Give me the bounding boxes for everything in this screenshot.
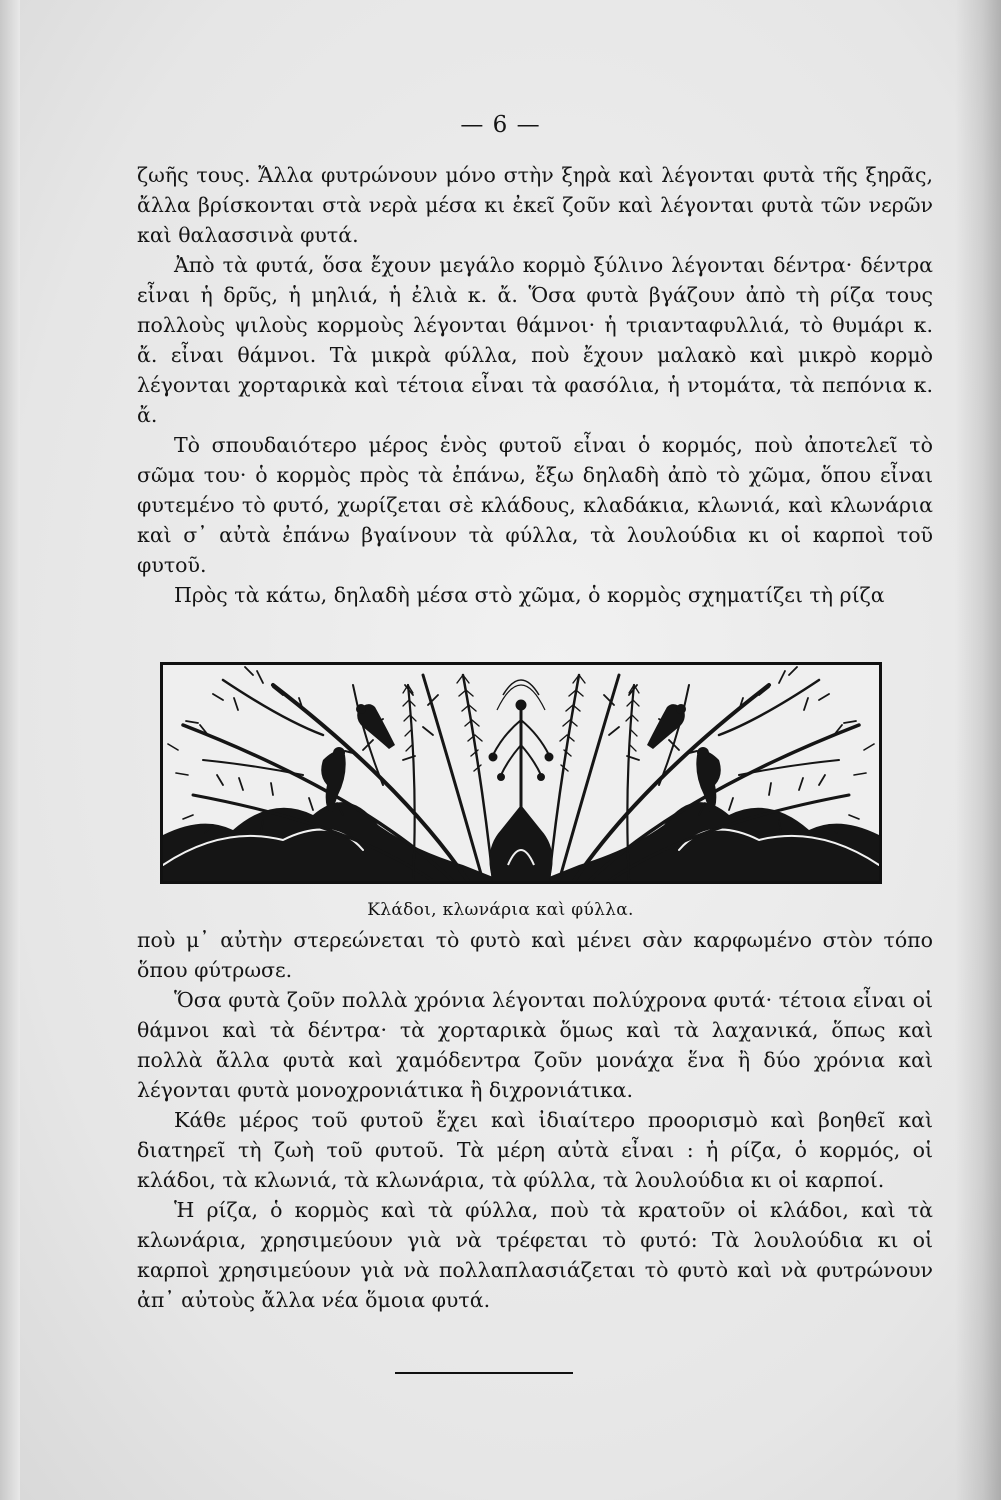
paragraph: Πρὸς τὰ κάτω, δηλαδὴ μέσα στὸ χῶμα, ὁ κορμὸς σχηματίζει τὴ ρίζα (174, 583, 885, 607)
woodcut-illustration (163, 665, 879, 881)
illustration-branches-birds (160, 662, 882, 884)
paragraph: Ἡ ρίζα, ὁ κορμὸς καὶ τὰ φύλλα, ποὺ τὰ κρατοῦν οἱ κλάδοι, καὶ τὰ κλωνάρια, χρησιμεύουν γιὰ νὰ τρέφεται τὸ φυτό: Τὰ λουλούδια κι οἱ καρποὶ χρησιμεύουν γιὰ νὰ πολλαπλασιάζεται τὸ φυτὸ καὶ νὰ φυτρώνουν ἀπ᾽ αὐτοὺς ἄλλα νέα ὅμοια φυτά. (137, 1198, 933, 1312)
paragraph: ζωῆς τους. Ἄλλα φυτρώνουν μόνο στὴν ξηρὰ καὶ λέγονται φυτὰ τῆς ξηρᾶς, ἄλλα βρίσκονται στὰ νερὰ μέσα κι ἐκεῖ ζοῦν καὶ λέγονται φυτὰ τῶν νερῶν καὶ θαλασσινὰ φυτά. (137, 163, 933, 247)
page-edge-shadow (955, 0, 1001, 1500)
paragraph: Ὅσα φυτὰ ζοῦν πολλὰ χρόνια λέγονται πολύχρονα φυτά· τέτοια εἶναι οἱ θάμνοι καὶ τὰ δέντρα· τὰ χορταρικὰ ὅμως καὶ τὰ λαχανικά, ὅπως καὶ πολλὰ ἄλλα φυτὰ καὶ χαμόδεντρα ζοῦν μονάχα ἕνα ἢ δύο χρόνια καὶ λέγονται φυτὰ μονοχρονιάτικα ἢ διχρονιάτικα. (137, 988, 933, 1102)
text-block-top (137, 160, 933, 610)
figure-caption: Κλάδοι, κλωνάρια καὶ φύλλα. (367, 900, 634, 920)
paragraph: Τὸ σπουδαιότερο μέρος ἑνὸς φυτοῦ εἶναι ὁ κορμός, ποὺ ἀποτελεῖ τὸ σῶμα του· ὁ κορμὸς πρὸς τὰ ἐπάνω, ἔξω δηλαδὴ ἀπὸ τὸ χῶμα, ὅπου εἶναι φυτεμένο τὸ φυτό, χωρίζεται σὲ κλάδους, κλαδάκια, κλωνιά, καὶ κλωνάρια καὶ σ᾽ αὐτὰ ἐπάνω βγαίνουν τὰ φύλλα, τὰ λουλούδια κι οἱ καρποὶ τοῦ φυτοῦ. (137, 433, 933, 577)
text-block-bottom (137, 925, 933, 1315)
end-rule (395, 1372, 573, 1374)
paragraph: Κάθε μέρος τοῦ φυτοῦ ἔχει καὶ ἰδιαίτερο προορισμὸ καὶ βοηθεῖ καὶ διατηρεῖ τὴ ζωὴ τοῦ φυτοῦ. Τὰ μέρη αὐτὰ εἶναι : ἡ ρίζα, ὁ κορμός, οἱ κλάδοι, τὰ κλωνιά, τὰ κλωνάρια, τὰ φύλλα, τὰ λουλούδια κι οἱ καρποί. (137, 1108, 933, 1192)
page-spine-shadow (0, 0, 20, 1500)
page-number: — 6 — (460, 112, 541, 138)
paragraph: Ἀπὸ τὰ φυτά, ὅσα ἔχουν μεγάλο κορμὸ ξύλινο λέγονται δέντρα· δέντρα εἶναι ἡ δρῦς, ἡ μηλιά, ἡ ἐλιὰ κ. ἄ. Ὅσα φυτὰ βγάζουν ἀπὸ τὴ ρίζα τους πολλοὺς ψιλοὺς κορμοὺς λέγονται θάμνοι· ἡ τριανταφυλλιά, τὸ θυμάρι κ. ἄ. εἶναι θάμνοι. Τὰ μικρὰ φύλλα, ποὺ ἔχουν μαλακὸ καὶ μικρὸ κορμὸ λέγονται χορταρικὰ καὶ τέτοια εἶναι τὰ φασόλια, ἡ ντομάτα, τὰ πεπόνια κ. ἄ. (137, 253, 933, 427)
paragraph: ποὺ μ᾽ αὐτὴν στερεώνεται τὸ φυτὸ καὶ μένει σὰν καρφωμένο στὸν τόπο ὅπου φύτρωσε. (137, 928, 933, 982)
